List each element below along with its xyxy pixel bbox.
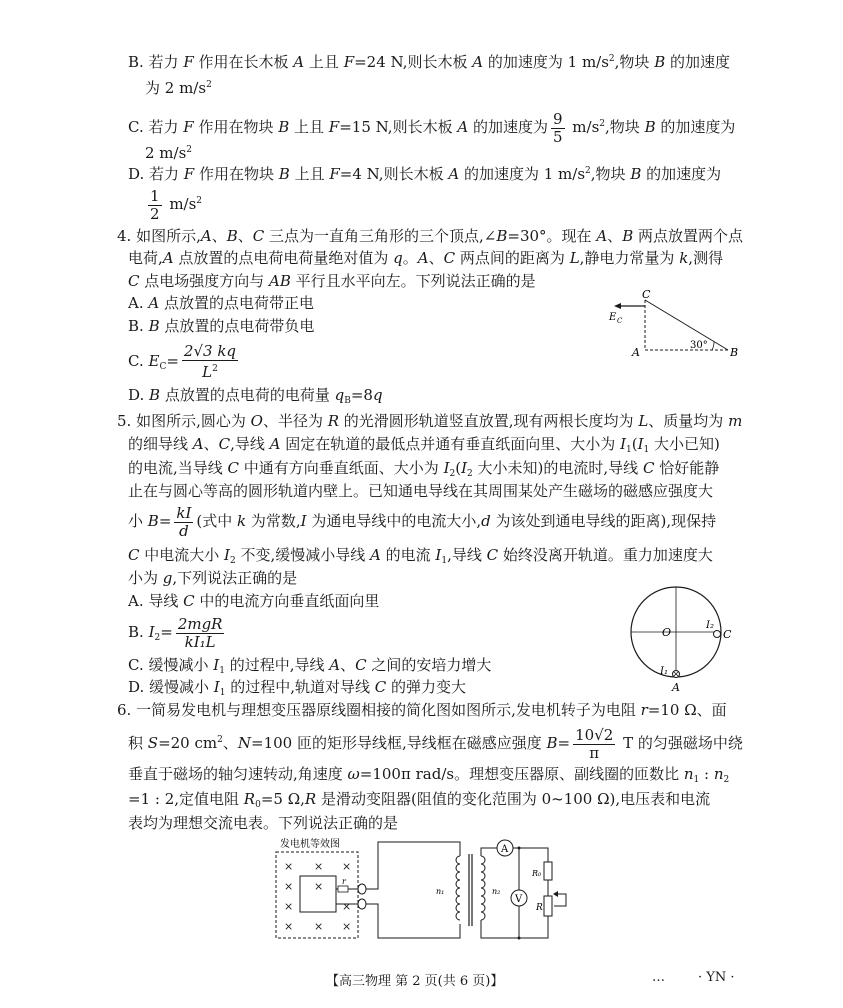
svg-text:×: × [314, 860, 324, 873]
footer-dots: … [652, 970, 665, 985]
option-d-line-2: $\frac{1}{2}$ $m/s^2$ [150, 186, 203, 223]
q5-line-7: 小为 g,下列说法正确的是 [128, 569, 298, 587]
svg-text:×: × [284, 860, 294, 873]
secondary-coil [481, 856, 485, 920]
label-a: A [632, 346, 640, 359]
fraction-current: $\frac{\text{2mgR}}{\text{kI₁L}}$ [177, 614, 223, 651]
footer-code: · YN · [698, 970, 735, 985]
fraction-field-strength: $\frac{2√3 kq}{L^2}$ [183, 342, 237, 381]
q4-option-b: B. B 点放置的点电荷带负电 [128, 317, 315, 335]
generator-title: 发电机等效图 [280, 839, 340, 850]
label-c-wire: C [723, 628, 732, 641]
label-r-rheostat: R [536, 903, 543, 913]
fraction-9-5: $\frac{9}{5}$ [552, 109, 563, 146]
option-d-line-1: D. 若力 F 作用在物块 B 上且 F=4 N,则长木板 A 的加速度为 1 $m/s^2$,物块 B 的加速度为 [128, 165, 722, 183]
rheostat-r [544, 896, 552, 916]
resistor-r0 [544, 862, 552, 880]
label-r0: R₀ [532, 869, 542, 878]
q6-line-1: 6. 一简易发电机与理想变压器原线圈相接的简化图如图所示,发电机转子为电阻 r=10 Ω、面 [117, 701, 727, 719]
label-e: E [609, 312, 617, 323]
q4-line-2: 电荷,A 点放置的点电荷电荷量绝对值为 q。A、C 两点间的距离为 L,静电力常量为 k,测得 [128, 249, 724, 267]
label-a-wire: A [672, 681, 680, 694]
svg-text:×: × [342, 860, 352, 873]
svg-text:×: × [284, 900, 294, 913]
q5-line-2: 的细导线 A、C,导线 A 固定在轨道的最低点并通有垂直纸面向里、大小为 $I_1(I_1$ 大小已知) [128, 435, 720, 455]
svg-text:×: × [342, 900, 352, 913]
q5-line-1: 5. 如图所示,圆心为 O、半径为 R 的光滑圆形轨道竖直放置,现有两根长度均为 L、质量均为 m [117, 412, 743, 430]
q4-option-d: D. B 点放置的点电荷的电荷量 $q_B=8q$ [128, 386, 383, 406]
q5-option-c: C. 缓慢减小 $I_1$ 的过程中,导线 A、C 之间的安培力增大 [128, 656, 492, 676]
q6-line-3: 垂直于磁场的轴匀速转动,角速度 ω=100π rad/s。理想变压器原、副线圈的匝数比 $n_1$ : $n_2$ [128, 765, 730, 785]
svg-text:×: × [284, 920, 294, 933]
junction-top [518, 847, 521, 850]
option-c-line-2: 2 $m/s^2$ [145, 144, 193, 162]
resistor-r [338, 886, 348, 892]
junction-bottom [518, 937, 521, 940]
label-n2: n₂ [492, 887, 501, 896]
slip-ring-bottom [358, 899, 366, 909]
svg-text:×: × [342, 920, 352, 933]
fraction-field-b: $\frac{10√2}{\pi}$ [575, 725, 614, 762]
wire-c-icon [714, 631, 721, 638]
q6-line-5: 表均为理想交流电表。下列说法正确的是 [128, 814, 399, 832]
label-c: C [642, 288, 651, 301]
wire-to-r0 [513, 848, 548, 862]
secondary-wire-bottom [481, 916, 548, 938]
magnetic-field-crosses [284, 860, 351, 933]
option-c-line-1: C. 若力 F 作用在物块 B 上且 F=15 N,则长木板 A 的加速度为 $\frac{9}{5}$ $m/s^2$,物块 B 的加速度为 [128, 109, 736, 146]
primary-coil [456, 856, 460, 920]
label-i1: I₁ [660, 666, 668, 677]
q6-line-2: 积 S=20 $cm^2$、N=100 匝的矩形导线框,导线框在磁感应强度 B= $\frac{10√2}{\pi}$ T 的匀强磁场中绕 [128, 725, 743, 762]
svg-text:×: × [314, 920, 324, 933]
slip-ring-top [358, 884, 366, 894]
option-b-line-2: 为 2 $m/s^2$ [145, 79, 212, 97]
rheostat-slider [554, 894, 566, 906]
svg-text:×: × [284, 880, 294, 893]
svg-text:×: × [314, 880, 324, 893]
slider-arrow [553, 891, 558, 897]
label-angle: 30° [690, 340, 708, 351]
footer-page-info: 【高三物理 第 2 页(共 6 页)】 [326, 974, 504, 989]
label-ammeter: A [501, 844, 509, 855]
label-b: B [730, 346, 739, 359]
label-n1: n₁ [436, 887, 445, 896]
primary-wire-top [366, 842, 460, 889]
primary-wire-bottom [366, 904, 460, 938]
fraction-ki-d: $\frac{kI}{d}$ [176, 503, 192, 540]
generator-transformer-circuit [270, 834, 590, 946]
q5-option-d: D. 缓慢减小 $I_1$ 的过程中,轨道对导线 C 的弹力变大 [128, 678, 467, 698]
field-arrow-head [614, 303, 621, 309]
q4-option-c: C. $E_C=$ $\frac{2√3 kq}{L^2}$ [128, 342, 237, 381]
q5-line-6: C 中电流大小 $I_2$ 不变,缓慢减小导线 A 的电流 $I_1$,导线 C 始终没离开轨道。重力加速度大 [128, 546, 713, 566]
fraction-1-2: $\frac{1}{2}$ [150, 186, 160, 223]
q4-line-1: 4. 如图所示,A、B、C 三点为一直角三角形的三个顶点,∠B=30°。现在 A、B 两点放置两个点 [117, 227, 743, 245]
label-i2: I₂ [706, 620, 714, 631]
q5-line-4: 止在与圆心等高的圆形轨道内壁上。已知通电导线在其周围某处产生磁场的磁感应强度大 [128, 482, 714, 500]
q4-line-3: C 点电场强度方向与 AB 平行且水平向左。下列说法正确的是 [128, 272, 536, 290]
q4-option-a: A. A 点放置的点电荷带正电 [128, 294, 314, 312]
side-cb [645, 300, 728, 350]
circular-track-figure [620, 584, 750, 696]
q5-option-a: A. 导线 C 中的电流方向垂直纸面向里 [128, 592, 380, 610]
option-b-line-1: B. 若力 F 作用在长木板 A 上且 F=24 N,则长木板 A 的加速度为 1 $m/s^2$,物块 B 的加速度 [128, 53, 731, 71]
label-o: O [662, 626, 672, 639]
secondary-wire-top [481, 848, 497, 856]
label-voltmeter: V [515, 894, 523, 905]
angle-arc [712, 342, 714, 350]
q5-line-5: 小 B= $\frac{kI}{d}$ (式中 k 为常数,I 为通电导线中的电流大小,d 为该处到通电导线的距离),现保持 [128, 503, 717, 540]
q5-option-b: B. $I_2=$ $\frac{\text{2mgR}}{\text{kI₁L}}$ [128, 614, 223, 651]
label-e-sub: C [617, 317, 623, 325]
q5-line-3: 的电流,当导线 C 中通有方向垂直纸面、大小为 $I_2(I_2$ 大小未知)的电流时,导线 C 恰好能静 [128, 459, 720, 479]
q6-line-4: =1 : 2,定值电阻 $R_0=5$ Ω,R 是滑动变阻器(阻值的变化范围为 0~100 Ω),电压表和电流 [128, 790, 711, 810]
triangle-figure [600, 288, 750, 368]
label-r: r [342, 877, 346, 886]
